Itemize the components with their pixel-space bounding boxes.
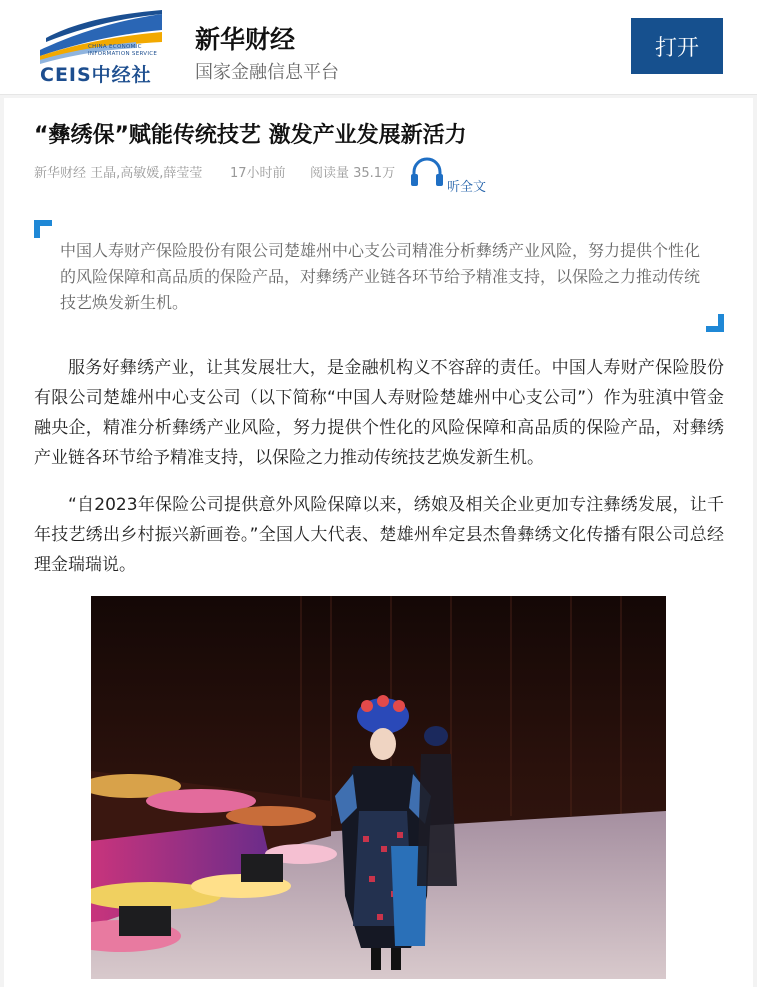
article-photo (91, 596, 666, 979)
article-paragraph: 服务好彝绣产业，让其发展壮大，是金融机构义不容辞的责任。中国人寿财产保险股份有限公司楚雄州中心支公司（以下简称“中国人寿财险楚雄州中心支公司”）作为驻滇中管金融央企，精准分析彝绣产业风险，努力提供个性化的风险保障和高品质的保险产品，对彝绣产业链各环节给予精准支持，以保险之力推动传统技艺焕发新生机。 (34, 358, 724, 468)
app-slogan: 国家金融信息平台 (195, 62, 339, 83)
article-source-authors: 新华财经 王晶,高敏媛,薛莹莹 (34, 166, 203, 181)
article-read-count: 阅读量 35.1万 (310, 166, 396, 181)
article-paragraph: “自2023年保险公司提供意外风险保障以来，绣娘及相关企业更加专注彝绣发展，让千年技艺绣出乡村振兴新画卷。”全国人大代表、楚雄州牟定县杰鲁彝绣文化传播有限公司总经理金瑞瑞说。 (34, 495, 724, 575)
listen-full-text-link[interactable]: 听全文 (447, 180, 487, 195)
quote-open-icon (34, 220, 52, 238)
runway-photo (91, 596, 666, 979)
logo-wordmark: CEIS中经社 (40, 64, 152, 86)
article-card (4, 98, 753, 987)
open-app-button[interactable]: 打开 (631, 18, 723, 74)
article-time: 17小时前 (230, 166, 286, 181)
logo-english-text: CHINA ECONOMIC INFORMATION SERVICE (88, 44, 158, 57)
quote-close-icon (706, 314, 724, 332)
headphones-icon[interactable] (410, 156, 444, 188)
app-name: 新华财经 (195, 25, 296, 54)
article-summary: 中国人寿财产保险股份有限公司楚雄州中心支公司精准分析彝绣产业风险，努力提供个性化的风险保障和高品质的保险产品，对彝绣产业链各环节给予精准支持，以保险之力推动传统技艺焕发新生机。 (60, 241, 701, 312)
app-banner (0, 0, 757, 95)
article-title: “彝绣保”赋能传统技艺 激发产业发展新活力 (34, 123, 467, 148)
article-summary-box (34, 220, 724, 332)
